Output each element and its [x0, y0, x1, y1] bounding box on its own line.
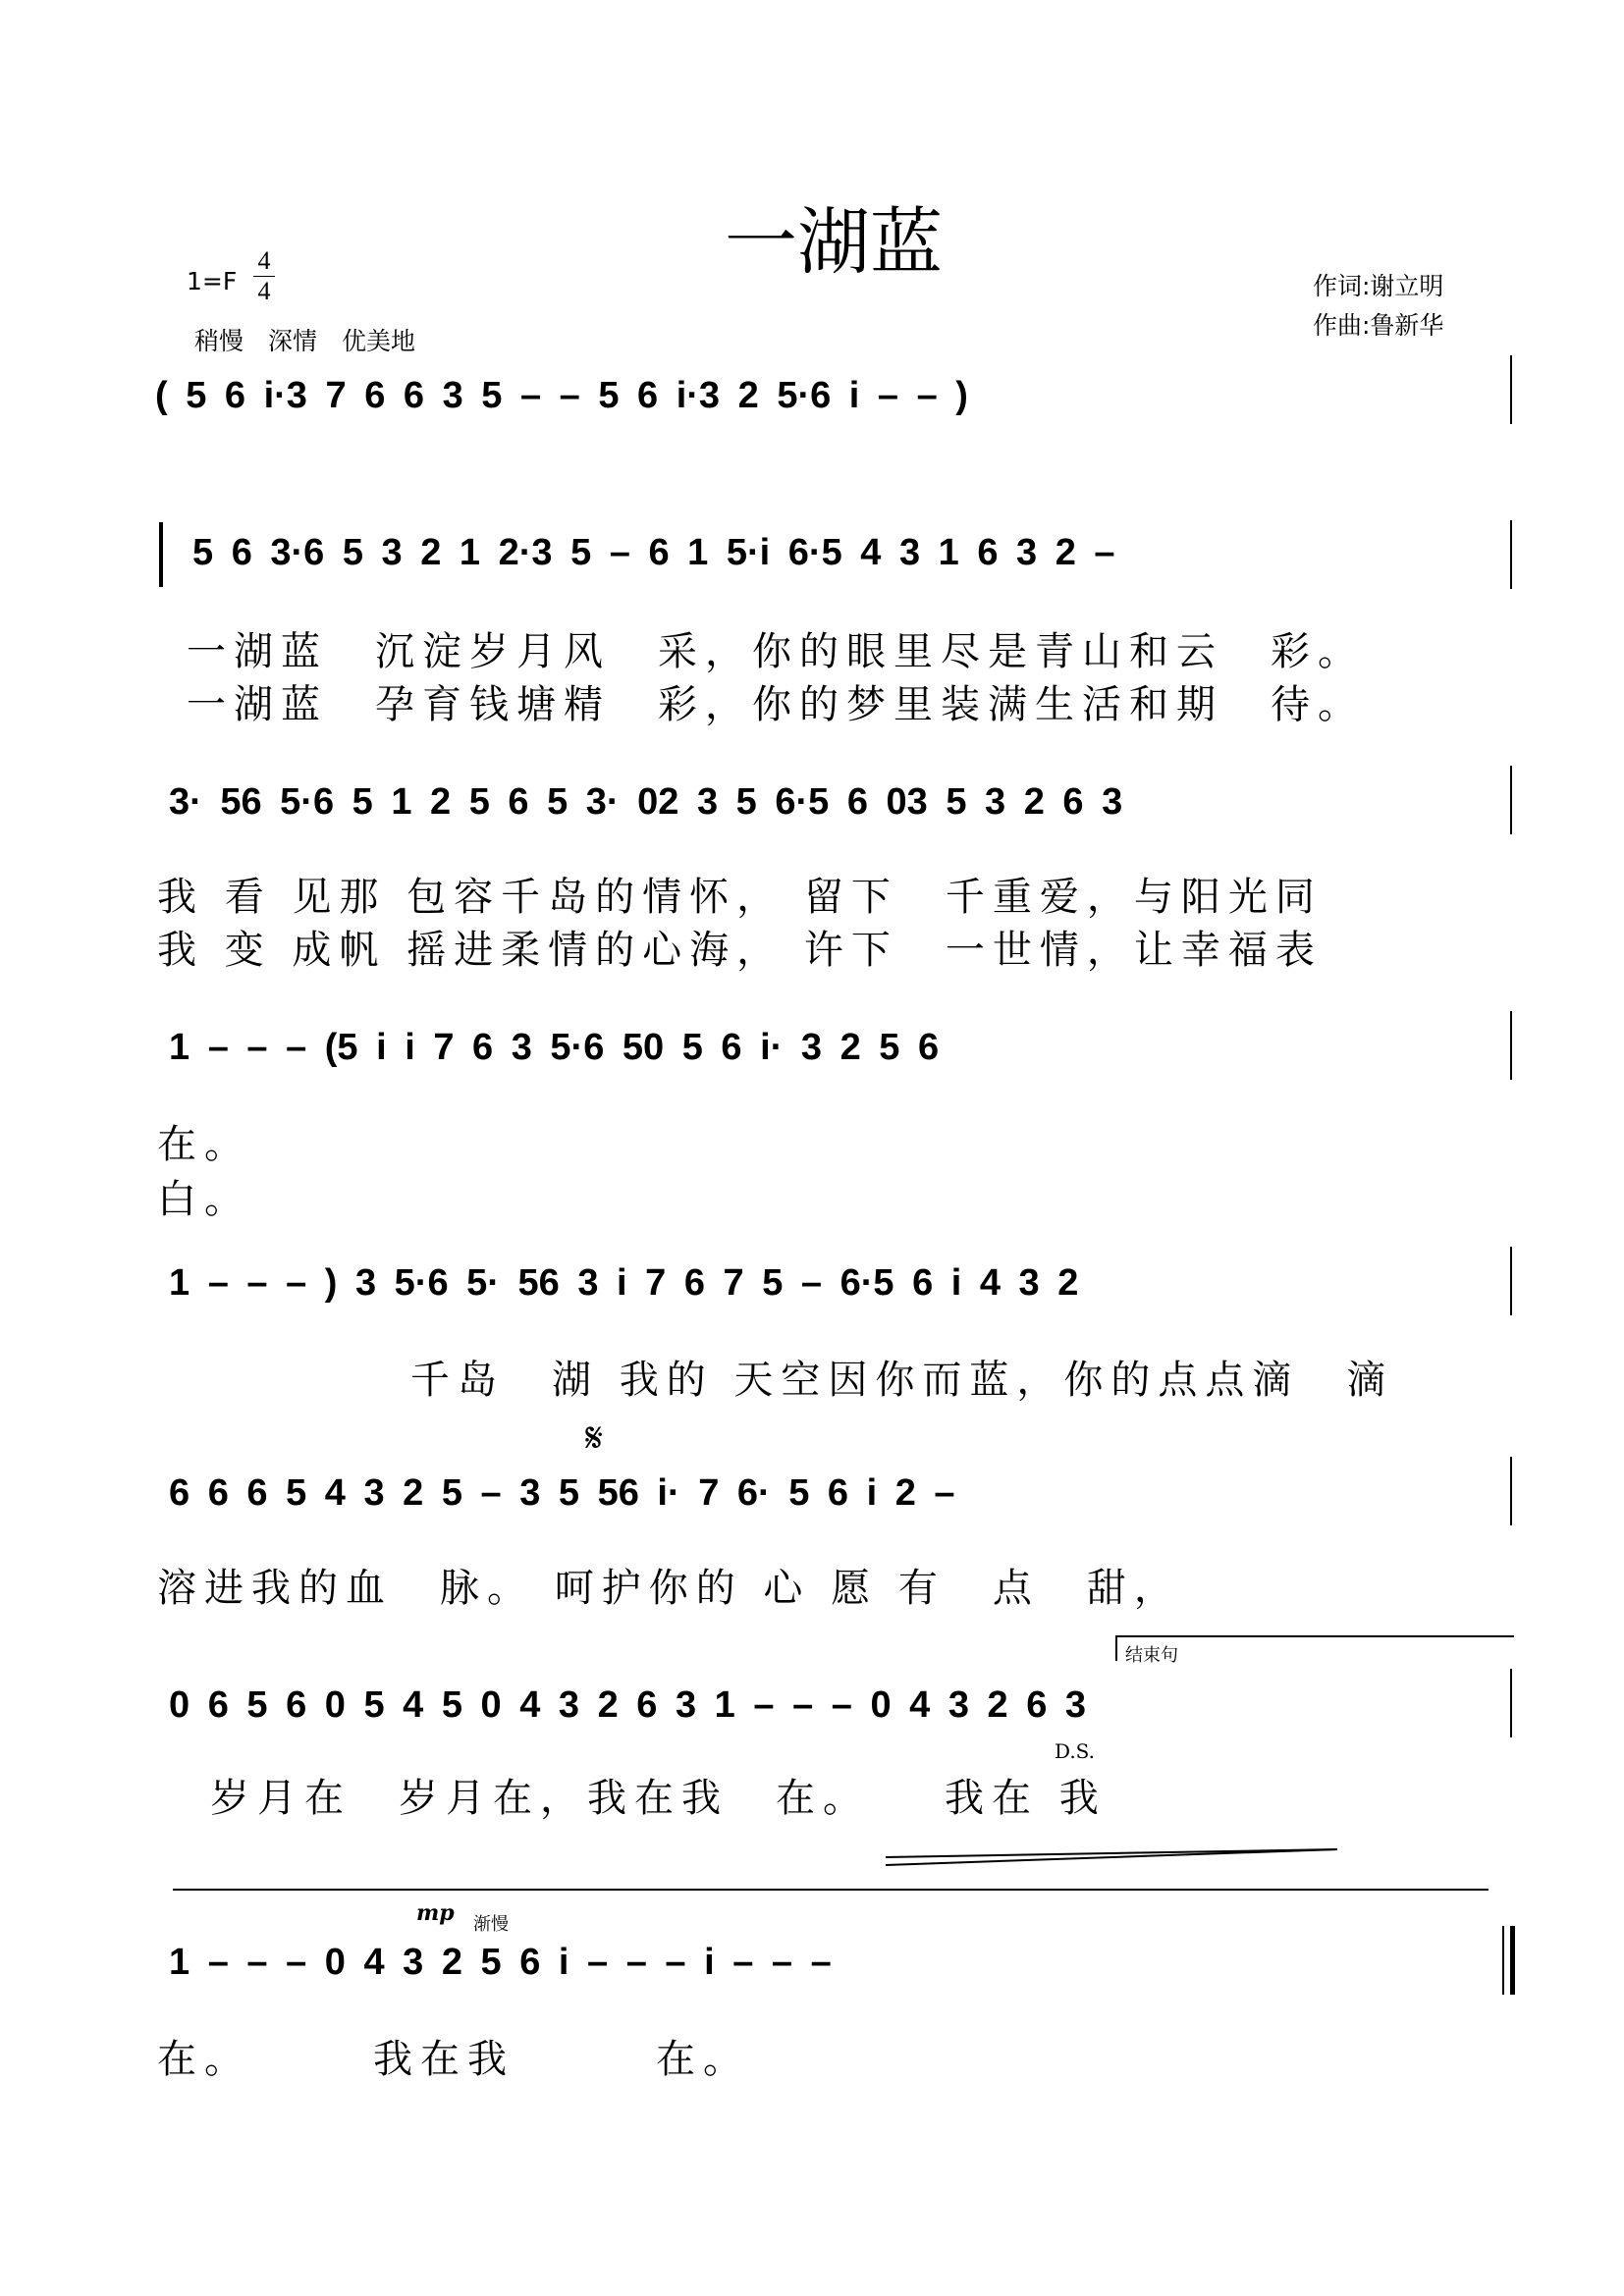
barline [1510, 1011, 1512, 1080]
ending-line [173, 1889, 1489, 1891]
notation-row: ( 5 6 i·3 7 6 6 3 5 – – 5 6 i·3 2 5·6 i – – ) [155, 375, 968, 416]
notation-row: 5 6 3·6 5 3 2 1 2·3 5 – 6 1 5·i 6·5 4 3 1 6 3 2 – [192, 532, 1115, 573]
barline [1510, 355, 1512, 424]
lyric-verse-1: 千岛 湖 我的 天空因你而蓝，你的点点滴 滴 [410, 1358, 1394, 1403]
ending-label: 结束句 [1125, 1645, 1178, 1666]
final-barline-thick [1510, 1926, 1515, 1995]
notation-row: 0 6 5 6 0 5 4 5 0 4 3 2 6 3 1 – – – 0 4 3 2 6 3 [169, 1684, 1087, 1726]
barline [1510, 520, 1512, 589]
notation-row: 6 6 6 5 4 3 2 5 – 3 5 56 i· 7 6· 5 6 i 2 – [169, 1472, 955, 1514]
barline [1510, 766, 1512, 834]
barline [1510, 1247, 1512, 1315]
composer-credit: 作曲:鲁新华 [1313, 311, 1444, 340]
notation-row: 1 – – – ) 3 5·6 5· 56 3 i 7 6 7 5 – 6·5 6 i 4 3 2 [169, 1262, 1079, 1304]
notation-row: 1 – – – 0 4 3 2 5 6 i – – – i – – – [169, 1942, 832, 1983]
tempo-marking: 稍慢 深情 优美地 [194, 327, 416, 355]
lyric-verse-1: 在。 [157, 1122, 251, 1167]
lyricist-credit: 作词:谢立明 [1313, 272, 1444, 300]
lyric-verse-1: 溶进我的血 脉。 呵护你的 心 愿 有 点 甜， [157, 1566, 1181, 1611]
score-title: 一湖蓝 [725, 200, 943, 285]
final-barline-thin [1502, 1926, 1504, 1995]
lyric-verse-1: 一湖蓝 沉淀岁月风 采，你的眼里尽是青山和云 彩。 [187, 629, 1365, 674]
barline [1510, 1669, 1512, 1737]
notation-row: 1 – – – (5 i i 7 6 3 5·6 50 5 6 i· 3 2 5 6 [169, 1027, 940, 1068]
decrescendo-hairpin [884, 1834, 1345, 1873]
lyric-verse-2: 白。 [157, 1177, 251, 1222]
da-segno-mark: D.S. [1055, 1739, 1096, 1763]
lyric-verse-1: 我 看 见那 包容千岛的情怀， 留下 千重爱，与阳光同 [157, 875, 1323, 920]
barline [1510, 1457, 1512, 1525]
lyric-verse-1: 岁月在 岁月在，我在我 在。 我在 我 [210, 1776, 1107, 1821]
lyric-verse-2: 一湖蓝 孕育钱塘精 彩，你的梦里装满生活和期 待。 [187, 682, 1365, 727]
dynamic-marking: mp [416, 1900, 455, 1926]
time-signature-top: 4 [257, 246, 271, 275]
ending-bracket [1115, 1635, 1514, 1661]
tempo-change-marking: 渐慢 [473, 1914, 509, 1935]
segno-icon: 𝄋 [585, 1414, 604, 1462]
time-signature-bottom: 4 [257, 277, 271, 305]
key-signature: 1=F [187, 267, 238, 295]
time-signature [253, 247, 275, 305]
repeat-start-barline [159, 522, 163, 587]
notation-row: 3· 56 5·6 5 1 2 5 6 5 3· 02 3 5 6·5 6 03 5 3 2 6 3 [169, 781, 1123, 823]
lyric-verse-2: 我 变 成帆 摇进柔情的心海， 许下 一世情，让幸福表 [157, 928, 1323, 973]
lyric-verse-1: 在。 我在我 在。 [157, 2037, 750, 2082]
